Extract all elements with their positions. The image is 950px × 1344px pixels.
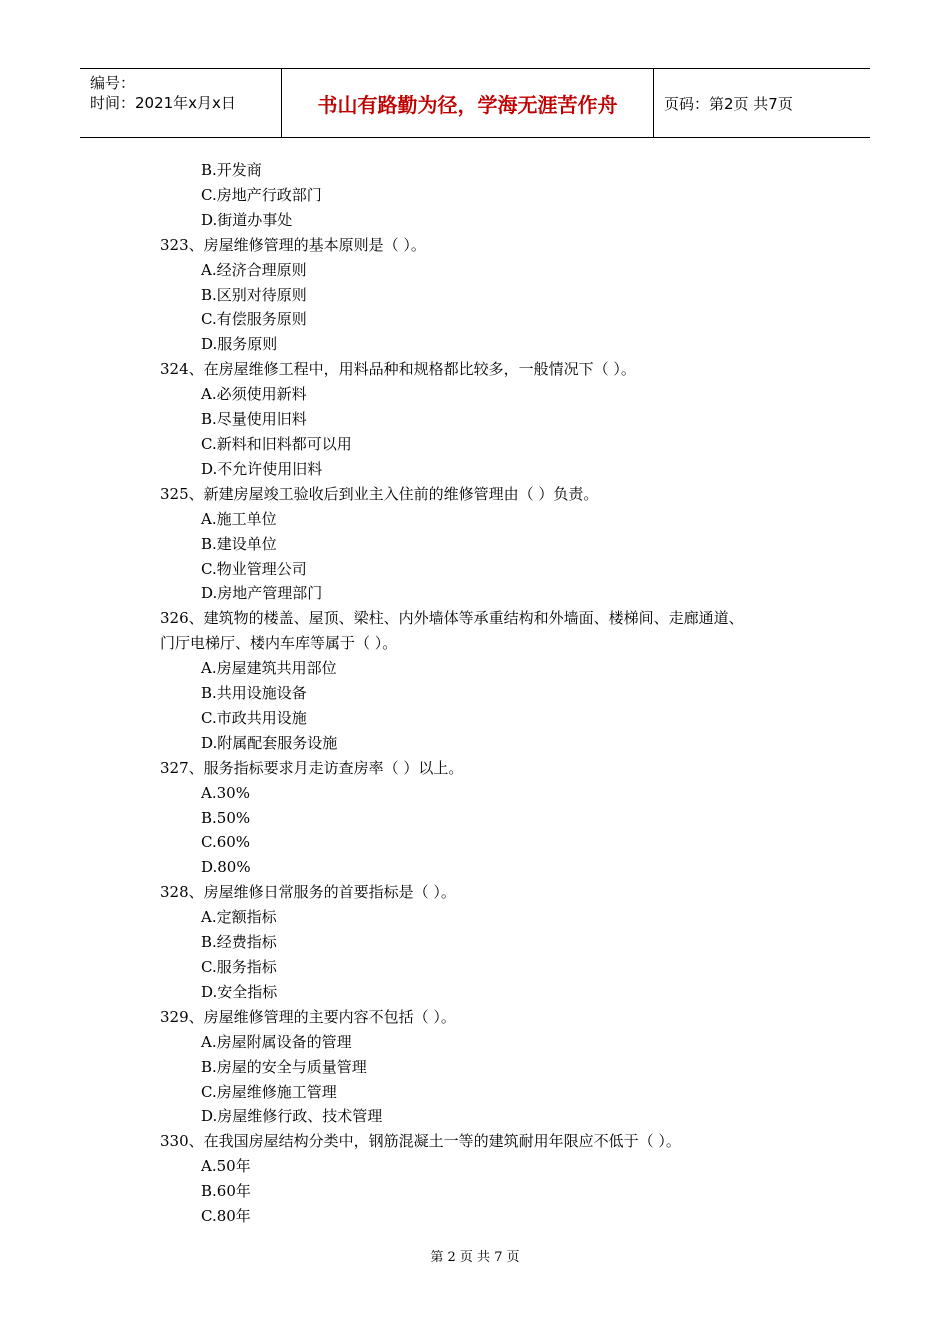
- number-label: 编号：: [90, 74, 136, 92]
- answer-option: B.开发商: [201, 161, 262, 179]
- answer-option: D.80%: [201, 858, 251, 877]
- answer-option: B.60年: [201, 1182, 251, 1201]
- question-text: 324、在房屋维修工程中，用料品种和规格都比较多，一般情况下（ ）。: [160, 360, 636, 379]
- question-text: 328、房屋维修日常服务的首要指标是（ ）。: [160, 883, 456, 902]
- question-text: 330、在我国房屋结构分类中，钢筋混凝土一等的建筑耐用年限应不低于（ ）。: [160, 1132, 681, 1151]
- question-text: 门厅电梯厅、楼内车库等属于（ ）。: [160, 634, 398, 653]
- answer-option: B.建设单位: [201, 534, 277, 553]
- answer-option: B.共用设施设备: [201, 684, 307, 703]
- answer-option: D.服务原则: [201, 335, 278, 354]
- time-label: 时间：2021年x月x日: [90, 94, 236, 112]
- answer-option: A.30%: [201, 783, 250, 802]
- answer-option: C.有偿服务原则: [201, 310, 307, 329]
- answer-option: A.房屋建筑共用部位: [201, 659, 337, 678]
- answer-option: D.房地产管理部门: [201, 584, 323, 603]
- answer-option: C.60%: [201, 833, 251, 852]
- answer-option: B.经费指标: [201, 933, 277, 952]
- page-footer: 第 2 页 共 7 页: [430, 1250, 520, 1265]
- question-text: 325、新建房屋竣工验收后到业主入住前的维修管理由（ ）负责。: [160, 484, 599, 503]
- answer-option: A.必须使用新料: [201, 385, 307, 404]
- page-header: [80, 68, 870, 138]
- answer-option: D.附属配套服务设施: [201, 733, 338, 752]
- answer-option: A.50年: [201, 1157, 251, 1176]
- answer-option: C.服务指标: [201, 958, 277, 976]
- answer-option: A.定额指标: [201, 908, 277, 927]
- answer-option: D.安全指标: [201, 982, 278, 1001]
- answer-option: C.物业管理公司: [201, 559, 307, 578]
- question-text: 326、建筑物的楼盖、屋顶、梁柱、内外墙体等承重结构和外墙面、楼梯间、走廊通道、: [160, 609, 744, 628]
- document-body: [160, 158, 810, 1229]
- answer-option: B.尽量使用旧料: [201, 410, 307, 429]
- answer-option: D.街道办事处: [201, 210, 293, 229]
- answer-option: B.房屋的安全与质量管理: [201, 1057, 367, 1076]
- answer-option: C.新料和旧料都可以用: [201, 434, 352, 453]
- header-motto: 书山有路勤为径，学海无涯苦作舟: [282, 69, 654, 137]
- answer-option: A.经济合理原则: [201, 260, 307, 279]
- answer-option: B.50%: [201, 808, 251, 827]
- answer-option: B.区别对待原则: [201, 285, 307, 304]
- header-meta: [80, 69, 282, 137]
- question-text: 323、房屋维修管理的基本原则是（ ）。: [160, 235, 426, 254]
- answer-option: C.市政共用设施: [201, 708, 307, 727]
- question-text: 329、房屋维修管理的主要内容不包括（ ）。: [160, 1007, 456, 1026]
- answer-option: D.不允许使用旧料: [201, 459, 323, 478]
- question-text: 327、服务指标要求月走访查房率（ ）以上。: [160, 758, 464, 777]
- header-page-info: 页码：第2页 共7页: [664, 94, 793, 113]
- answer-option: A.房屋附属设备的管理: [201, 1032, 352, 1051]
- answer-option: C.房屋维修施工管理: [201, 1082, 337, 1101]
- answer-option: A.施工单位: [201, 509, 277, 528]
- answer-option: C.房地产行政部门: [201, 185, 322, 204]
- answer-option: D.房屋维修行政、技术管理: [201, 1107, 383, 1126]
- answer-option: C.80年: [201, 1207, 251, 1226]
